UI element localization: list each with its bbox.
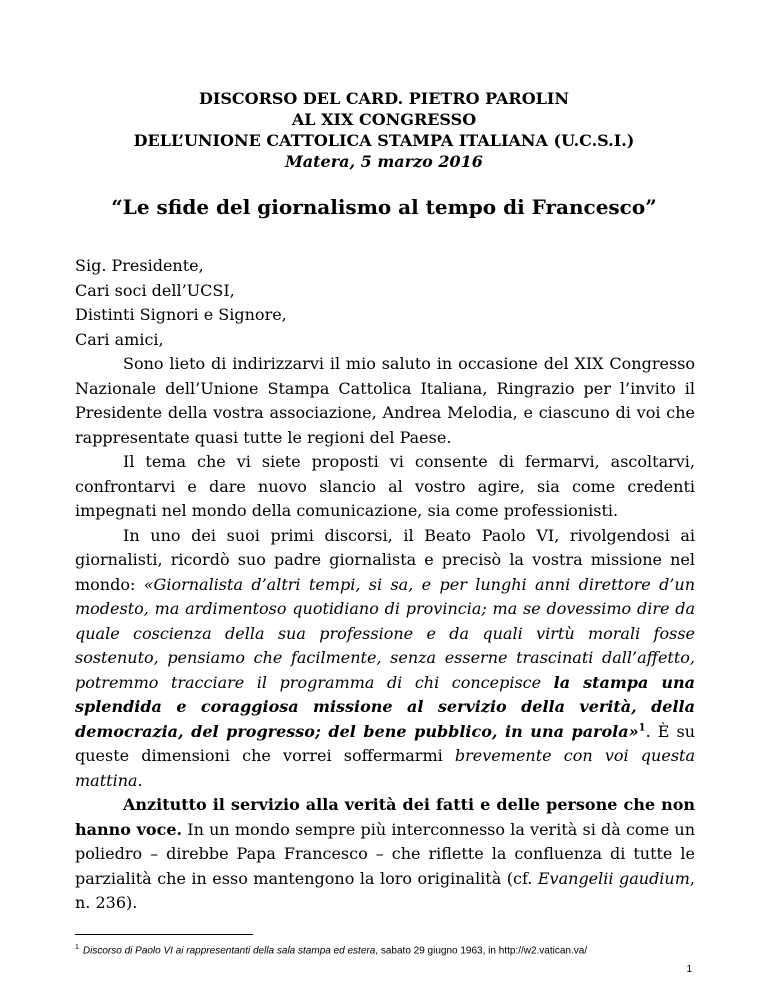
header-date-line: Matera, 5 marzo 2016 bbox=[285, 152, 483, 171]
paragraph-4 bbox=[75, 793, 695, 916]
header-line-2: AL XIX CONGRESSO bbox=[291, 110, 477, 129]
body-text bbox=[75, 352, 695, 916]
salutation-line: Cari amici, bbox=[75, 329, 164, 349]
header-line-3: DELL’UNIONE CATTOLICA STAMPA ITALIANA (U.C.S.I.) bbox=[133, 131, 635, 150]
salutation-line: Cari soci dell’UCSI, bbox=[75, 280, 235, 300]
footnote-number: 1 bbox=[75, 944, 79, 951]
salutation-line: Sig. Presidente, bbox=[75, 256, 204, 275]
salutation-line: Distinti Signori e Signore, bbox=[75, 305, 287, 324]
footnote-source-details: , sabato 29 giugno 1963, in http://w2.vatican.va/ bbox=[375, 945, 588, 957]
paragraph-4-text: In un mondo sempre più interconnesso la verità si dà come un poliedro – direbbe Papa Francesco – che riflette la confluenza di tutte le parzialità che in esso mantengono la loro originalità (cf. bbox=[75, 819, 696, 888]
paragraph-2: Il tema che vi siete proposti vi consente di fermarvi, ascoltarvi, confrontarvi e dare nuovo slancio al vostro agire, sia come credenti impegnati nel mondo della comunicazione, sia come professionisti. bbox=[75, 452, 695, 520]
footnote bbox=[75, 941, 735, 957]
paolo-vi-quote: «Giornalista d’altri tempi, si sa, e per lunghi anni direttore d’un modesto, ma ardimentoso quotidiano di provincia; ma se dovessimo dire da quale coscienza della sua professione e da quali virtù morali fosse sostenuto, pensiamo che facilmente, senza esserne trascinati dall’affetto, potremmo tracciare il programma di chi concepisce bbox=[75, 574, 696, 692]
footnote-separator bbox=[75, 934, 253, 935]
paragraph-3-continuation: . È su queste dimensioni che vorrei soffermarmi bbox=[75, 721, 696, 765]
paragraph-4-heading: Anzitutto il servizio alla verità dei fatti e delle persone che non hanno voce. bbox=[75, 795, 695, 839]
paragraph-1: Sono lieto di indirizzarvi il mio saluto in occasione del XIX Congresso Nazionale dell’Unione Stampa Cattolica Italiana, Ringrazio per l’invito il Presidente della vostra associazione, Andrea Melodia, e ciascuno di voi che rappresentate quasi tutte le regioni del Paese. bbox=[75, 354, 695, 447]
paragraph-4-end: , n. 236). bbox=[75, 868, 695, 912]
speech-title: “Le sfide del giornalismo al tempo di Francesco” bbox=[111, 195, 657, 219]
cited-work-title: Evangelii gaudium bbox=[537, 868, 690, 888]
paragraph-3-italic-end: brevemente con voi questa mattina. bbox=[75, 746, 695, 790]
paragraph-3-intro: In uno dei suoi primi discorsi, il Beato Paolo VI, rivolgendosi ai giornalisti, ricordò suo padre giornalista e precisò la vostra missione nel mondo: bbox=[75, 525, 695, 594]
paolo-vi-quote-emphasis: la stampa una splendida e coraggiosa missione al servizio della verità, della democrazia, del progresso; del bene pubblico, in una parola» bbox=[75, 672, 695, 741]
footnote-reference[interactable]: 1 bbox=[638, 722, 646, 734]
page-number: 1 bbox=[686, 964, 692, 975]
header-line-1: DISCORSO DEL CARD. PIETRO PAROLIN bbox=[198, 89, 570, 108]
footnote-source-title: Discorso di Paolo VI ai rappresentanti della sala stampa ed estera bbox=[82, 945, 376, 957]
salutation-block bbox=[75, 254, 695, 352]
paragraph-3 bbox=[75, 524, 695, 794]
document-header bbox=[0, 88, 768, 172]
